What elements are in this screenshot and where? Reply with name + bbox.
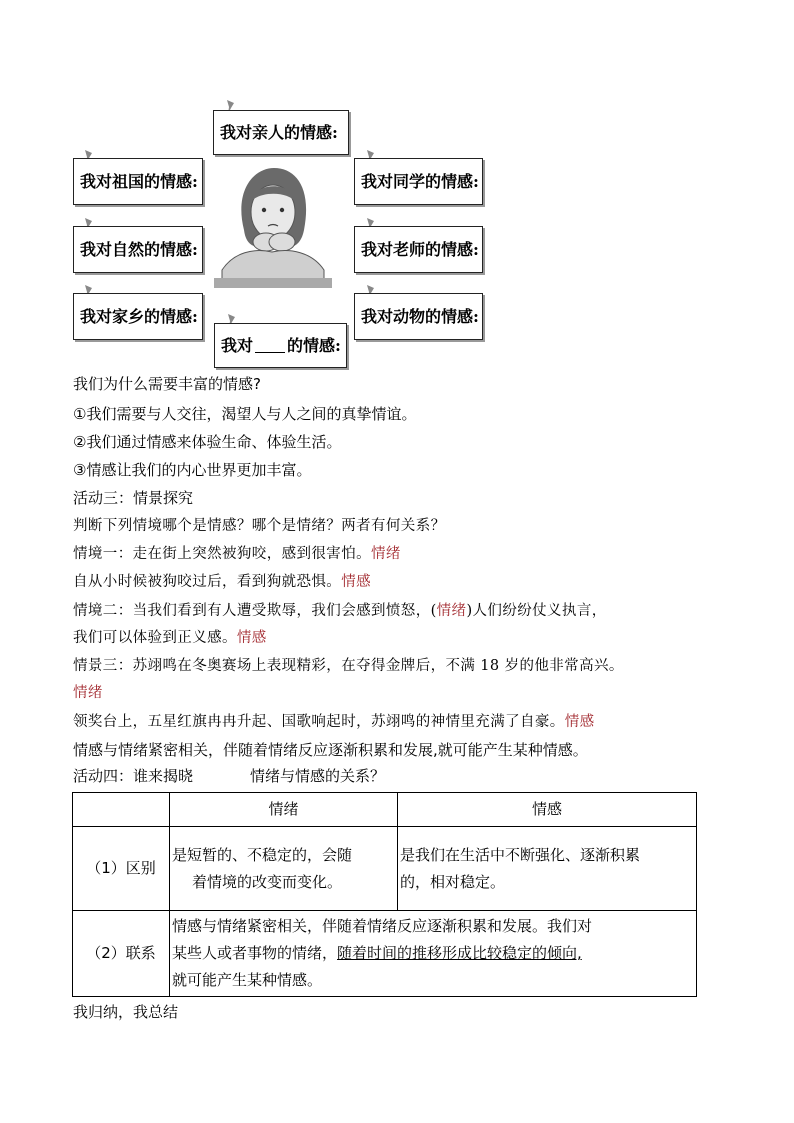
box-country: 我对祖国的情感: — [73, 158, 203, 205]
table-cell — [73, 793, 170, 827]
box-animals: 我对动物的情感: — [354, 293, 483, 340]
table-cell: 是短暂的、不稳定的，会随 着情境的改变而变化。 — [170, 827, 398, 911]
box-teacher: 我对老师的情感: — [354, 226, 483, 273]
answer-label: 情感 — [341, 574, 372, 590]
answer-label: 情绪 — [371, 546, 401, 562]
table-row-label: （2）联系 — [73, 911, 170, 997]
answer-label: 情绪 — [436, 603, 467, 619]
table-row — [73, 827, 697, 911]
fill-in-blank — [255, 338, 285, 353]
scenario-1: 情境一：走在街上突然被狗咬，感到很害怕。情绪 — [73, 546, 401, 562]
activity3-title: 活动三：情景探究 — [73, 489, 194, 507]
intro-point-3: ③情感让我们的内心世界更加丰富。 — [73, 461, 312, 479]
answer-label: 情感 — [236, 630, 267, 646]
table-header: 情感 — [398, 793, 697, 827]
intro-point-1: ①我们需要与人交往，渴望人与人之间的真挚情谊。 — [73, 405, 417, 423]
table-header: 情绪 — [170, 793, 398, 827]
scenario-3b: 领奖台上，五星红旗冉冉升起、国歌响起时，苏翊鸣的神情里充满了自豪。情感 — [73, 714, 595, 730]
box-nature: 我对自然的情感: — [73, 226, 203, 273]
scenario-2b: 我们可以体验到正义感。情感 — [73, 630, 267, 646]
closing-heading: 我归纳，我总结 — [73, 1003, 179, 1021]
activity3-summary: 情感与情绪紧密相关，伴随着情绪反应逐渐积累和发展,就可能产生某种情感。 — [73, 741, 588, 759]
relation-table — [72, 792, 697, 997]
box-family: 我对亲人的情感: — [213, 110, 349, 155]
table-cell: 情感与情绪紧密相关，伴随着情绪反应逐渐积累和发展。我们对 某些人或者事物的情绪，随着时间的推移形成比较稳定的倾向, 就可能产生某种情感。 — [170, 911, 697, 997]
scenario-3: 情景三：苏翊鸣在冬奥赛场上表现精彩，在夺得金牌后，不满 18 岁的他非常高兴。 — [73, 658, 624, 674]
table-row — [73, 911, 697, 997]
scenario-2: 情境二：当我们看到有人遭受欺辱，我们会感到愤怒，(情绪)人们纷纷仗义执言， — [73, 603, 607, 619]
answer-label: 情感 — [564, 714, 595, 730]
activity4-subtitle: 情绪与情感的关系？ — [250, 767, 386, 785]
activity3-prompt: 判断下列情境哪个是情感？哪个是情绪？两者有何关系？ — [73, 518, 446, 534]
intro-question: 我们为什么需要丰富的情感? — [73, 375, 261, 393]
box-blank: 我对 的情感: — [214, 323, 347, 368]
intro-point-2: ②我们通过情感来体验生命、体验生活。 — [73, 433, 342, 451]
table-cell: 是我们在生活中不断强化、逐渐积累 的，相对稳定。 — [398, 827, 697, 911]
activity4-title: 活动四：谁来揭晓 — [73, 767, 194, 785]
box-hometown: 我对家乡的情感: — [73, 293, 203, 340]
box-classmates: 我对同学的情感: — [354, 158, 483, 205]
table-row — [73, 793, 697, 827]
table-row-label: （1）区别 — [73, 827, 170, 911]
thinking-girl-illustration — [214, 160, 332, 288]
scenario-1b: 自从小时候被狗咬过后，看到狗就恐惧。情感 — [73, 574, 372, 590]
answer-label: 情绪 — [73, 685, 103, 701]
